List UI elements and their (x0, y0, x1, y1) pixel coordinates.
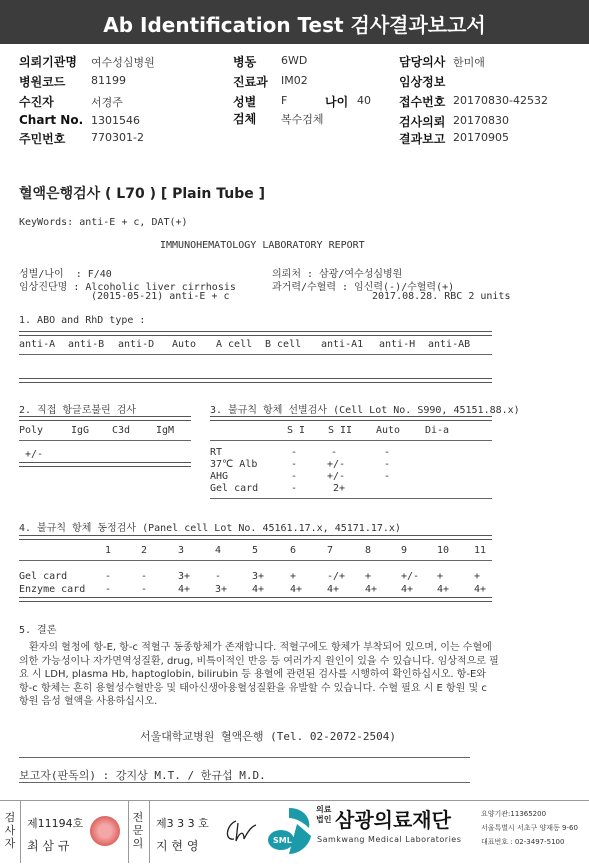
reporter-line: 보고자(판독의) : 강지상 M.T. / 한규섭 M.D. (19, 769, 266, 782)
divider (19, 331, 492, 336)
panel-cell-number: 6 (290, 545, 297, 556)
panel-row-label-enzyme: Enzyme card (19, 584, 86, 595)
sex-label: 성별 (233, 95, 257, 109)
panel-row-label-gel: Gel card (19, 571, 68, 582)
divider (19, 462, 191, 467)
hospital-code-value: 81199 (91, 74, 126, 87)
panel-gel-value: + (474, 571, 481, 582)
sex-value: F (281, 94, 288, 107)
panel-cell-number: 7 (327, 545, 334, 556)
accession-no-value: 20170830-42532 (453, 94, 548, 107)
report-heading: 혈액은행검사 ( L70 ) [ Plain Tube ] (19, 186, 266, 202)
screen-value: - (291, 483, 298, 494)
panel-gel-value: - (105, 571, 112, 582)
dat-value: +/- (25, 449, 44, 460)
report-date-label: 결과보고 (399, 132, 446, 146)
abo-header-auto: Auto (172, 339, 197, 350)
resident-no-label: 주민번호 (19, 132, 66, 146)
divider (210, 416, 492, 421)
panel-enzyme-value: 4+ (290, 584, 303, 595)
patient-value: 서경주 (91, 96, 123, 109)
panel-gel-value: -/+ (327, 571, 346, 582)
screen-header-auto: Auto (376, 425, 401, 436)
screen-value: - (291, 471, 298, 482)
screen-phase-gel-card: Gel card (210, 483, 259, 494)
title-bar (0, 0, 589, 44)
examiner-label: 검사자 (4, 811, 16, 850)
screen-phase-rt: RT (210, 447, 223, 458)
doctor-value: 한미애 (453, 56, 485, 69)
divider (19, 560, 492, 561)
ward-label: 병동 (233, 55, 257, 69)
divider (19, 416, 191, 421)
page-title: Ab Identification Test 검사결과보고서 (103, 13, 486, 37)
panel-cell-number: 8 (365, 545, 372, 556)
transfusion-line: 2017.08.28. RBC 2 units (372, 291, 511, 302)
specimen-label: 검체 (233, 112, 257, 126)
panel-gel-value: + (365, 571, 372, 582)
footer (0, 800, 589, 864)
org-english: Samkwang Medical Laboratories (317, 835, 462, 844)
keywords: KeyWords: anti-E + c, DAT(+) (19, 217, 188, 228)
panel-enzyme-value: - (105, 584, 112, 595)
screen-value: - (291, 459, 298, 470)
dat-header-c3d: C3d (112, 425, 131, 436)
org-name: 삼광의료재단 (335, 808, 451, 832)
screen-header-dia: Di-a (425, 425, 450, 436)
panel-enzyme-value: 4+ (401, 584, 414, 595)
accession-no-label: 접수번호 (399, 95, 446, 109)
divider (19, 354, 492, 355)
request-date-label: 검사의뢰 (399, 115, 446, 129)
panel-enzyme-value: 4+ (437, 584, 450, 595)
org-prefix-2: 법인 (316, 815, 332, 824)
panel-gel-value: 3+ (252, 571, 265, 582)
panel-gel-value: 3+ (178, 571, 191, 582)
department-label: 진료과 (233, 75, 268, 89)
hospital-code-label: 병원코드 (19, 75, 66, 89)
specialist-name: 지 현 영 (156, 839, 199, 853)
conclusion-text: 환자의 혈청에 항-E, 항-c 적혈구 동종항체가 존재합니다. 적혈구에도 항체가 부착되어 있으며, 이는 수혈에 의한 가능성이나 자가면역성질환, drug, 비특이적인 반응 등 여러가지 원인이 있을 수 있습니다. 임상적으로 필요 시 LDH, plasma Hb, haptoglobin, bilirubin 등 용혈에 관련된 검사를 시행하여 확인하십시오. 항-E와 항-c 항체는 흔히 용혈성수혈반응 및 태아신생아용혈성질환을 유발할 수 있습니다. 수혈 필요 시 E 항원 및 c 항원 음성 혈액을 사용하십시오. (19, 642, 499, 707)
divider (19, 757, 470, 758)
divider (210, 440, 492, 441)
divider (19, 597, 492, 602)
panel-enzyme-value: - (141, 584, 148, 595)
chart-no-value: 1301546 (91, 114, 140, 127)
panel-cell-number: 4 (215, 545, 222, 556)
abo-header-anti-b: anti-B (68, 339, 105, 350)
sml-logo-icon (267, 806, 313, 858)
hospital-value: 여수성심병원 (91, 56, 155, 69)
panel-gel-value: + (290, 571, 297, 582)
panel-cell-number: 3 (178, 545, 185, 556)
screen-value: 2+ (333, 483, 346, 494)
panel-gel-value: - (141, 571, 148, 582)
divider (19, 440, 191, 441)
report-date-value: 20170905 (453, 131, 509, 144)
examiner-license: 제11194호 (27, 817, 84, 830)
diagnosis-line: 임상진단명 : Alcoholic liver cirrhosis (19, 282, 236, 293)
abo-section-title: 1. ABO and RhD type : (19, 315, 146, 326)
panel-cell-number: 5 (252, 545, 259, 556)
signature-mark (222, 817, 258, 845)
abo-header-anti-h: anti-H (379, 339, 416, 350)
ward-value: 6WD (281, 54, 308, 67)
blood-bank-signature: 서울대학교병원 혈액은행 (Tel. 02-2072-2504) (140, 730, 396, 743)
abo-header-b-cell: B cell (265, 339, 302, 350)
panel-enzyme-value: 4+ (252, 584, 265, 595)
dat-header-igg: IgG (71, 425, 90, 436)
divider (19, 378, 492, 383)
panel-enzyme-value: 4+ (178, 584, 191, 595)
divider (210, 498, 492, 499)
dat-header-poly: Poly (19, 425, 44, 436)
conclusion-title: 5. 결론 (19, 625, 57, 636)
panel-cell-number: 10 (437, 545, 450, 556)
requester-line: 의뢰처 : 삼광/여수성심병원 (272, 269, 403, 280)
screen-value: +/- (327, 471, 346, 482)
chart-no-label: Chart No. (19, 113, 84, 127)
divider (19, 782, 470, 783)
hospital-label: 의뢰기관명 (19, 55, 77, 69)
logo-badge-text: SML (273, 836, 292, 845)
screen-value: - (331, 447, 338, 458)
screen-value: - (384, 447, 391, 458)
org-code: 요양기관:11365200 (481, 810, 547, 818)
divider (19, 535, 492, 540)
org-phone: 대표번호 : 02-3497-5100 (481, 838, 565, 846)
history-line: 과거력/수혈력 : 임신력(-)/수혈력(+) (272, 282, 455, 293)
panel-enzyme-value: 4+ (327, 584, 340, 595)
resident-no-value: 770301-2 (91, 131, 144, 144)
age-value: 40 (357, 94, 371, 107)
panel-gel-value: - (215, 571, 222, 582)
screen-header-s1: S I (287, 425, 306, 436)
screen-value: - (384, 459, 391, 470)
specimen-value: 복수검체 (281, 113, 324, 126)
screen-value: - (384, 471, 391, 482)
panel-section-title: 4. 불규칙 항체 동정검사 (Panel cell Lot No. 45161.17.x, 45171.17.x) (19, 523, 401, 534)
specialist-label: 전문의 (132, 811, 144, 850)
doctor-label: 담당의사 (399, 55, 446, 69)
abo-header-anti-d: anti-D (118, 339, 155, 350)
panel-enzyme-value: 4+ (365, 584, 378, 595)
patient-label: 수진자 (19, 95, 54, 109)
lab-report-title: IMMUNOHEMATOLOGY LABORATORY REPORT (160, 240, 365, 251)
screen-phase-37-alb: 37℃ Alb (210, 459, 258, 470)
sex-age-line: 성별/나이 : F/40 (19, 269, 112, 280)
panel-cell-number: 9 (401, 545, 408, 556)
examiner-seal-stamp (90, 816, 120, 846)
department-value: IM02 (281, 74, 308, 87)
panel-gel-value: + (437, 571, 444, 582)
dat-section-title: 2. 직접 항글로불린 검사 (19, 405, 137, 416)
clinical-info-label: 임상정보 (399, 75, 446, 89)
abo-header-anti-a1: anti-A1 (321, 339, 364, 350)
request-date-value: 20170830 (453, 114, 509, 127)
screen-header-s2: S II (328, 425, 353, 436)
abo-header-anti-ab: anti-AB (428, 339, 471, 350)
panel-enzyme-value: 4+ (474, 584, 487, 595)
panel-cell-number: 11 (474, 545, 487, 556)
panel-cell-number: 1 (105, 545, 112, 556)
org-prefix-1: 의료 (316, 805, 332, 814)
screen-phase-ahg: AHG (210, 471, 229, 482)
abo-header-anti-a: anti-A (19, 339, 56, 350)
screen-value: - (291, 447, 298, 458)
dat-header-igm: IgM (156, 425, 175, 436)
age-label: 나이 (325, 95, 349, 109)
abo-header-a-cell: A cell (216, 339, 253, 350)
examiner-name: 최 삼 규 (27, 839, 70, 853)
panel-enzyme-value: 3+ (215, 584, 228, 595)
org-address: 서울특별시 서초구 양재동 9-60 (481, 824, 578, 832)
panel-cell-number: 2 (141, 545, 148, 556)
panel-gel-value: +/- (401, 571, 420, 582)
diagnosis-date-line: (2015-05-21) anti-E + c (91, 291, 230, 302)
screen-value: +/- (327, 459, 346, 470)
screen-section-title: 3. 불규칙 항체 선별검사 (Cell Lot No. S990, 45151.88.x) (210, 405, 520, 416)
specialist-license: 제3 3 3 호 (156, 817, 209, 830)
